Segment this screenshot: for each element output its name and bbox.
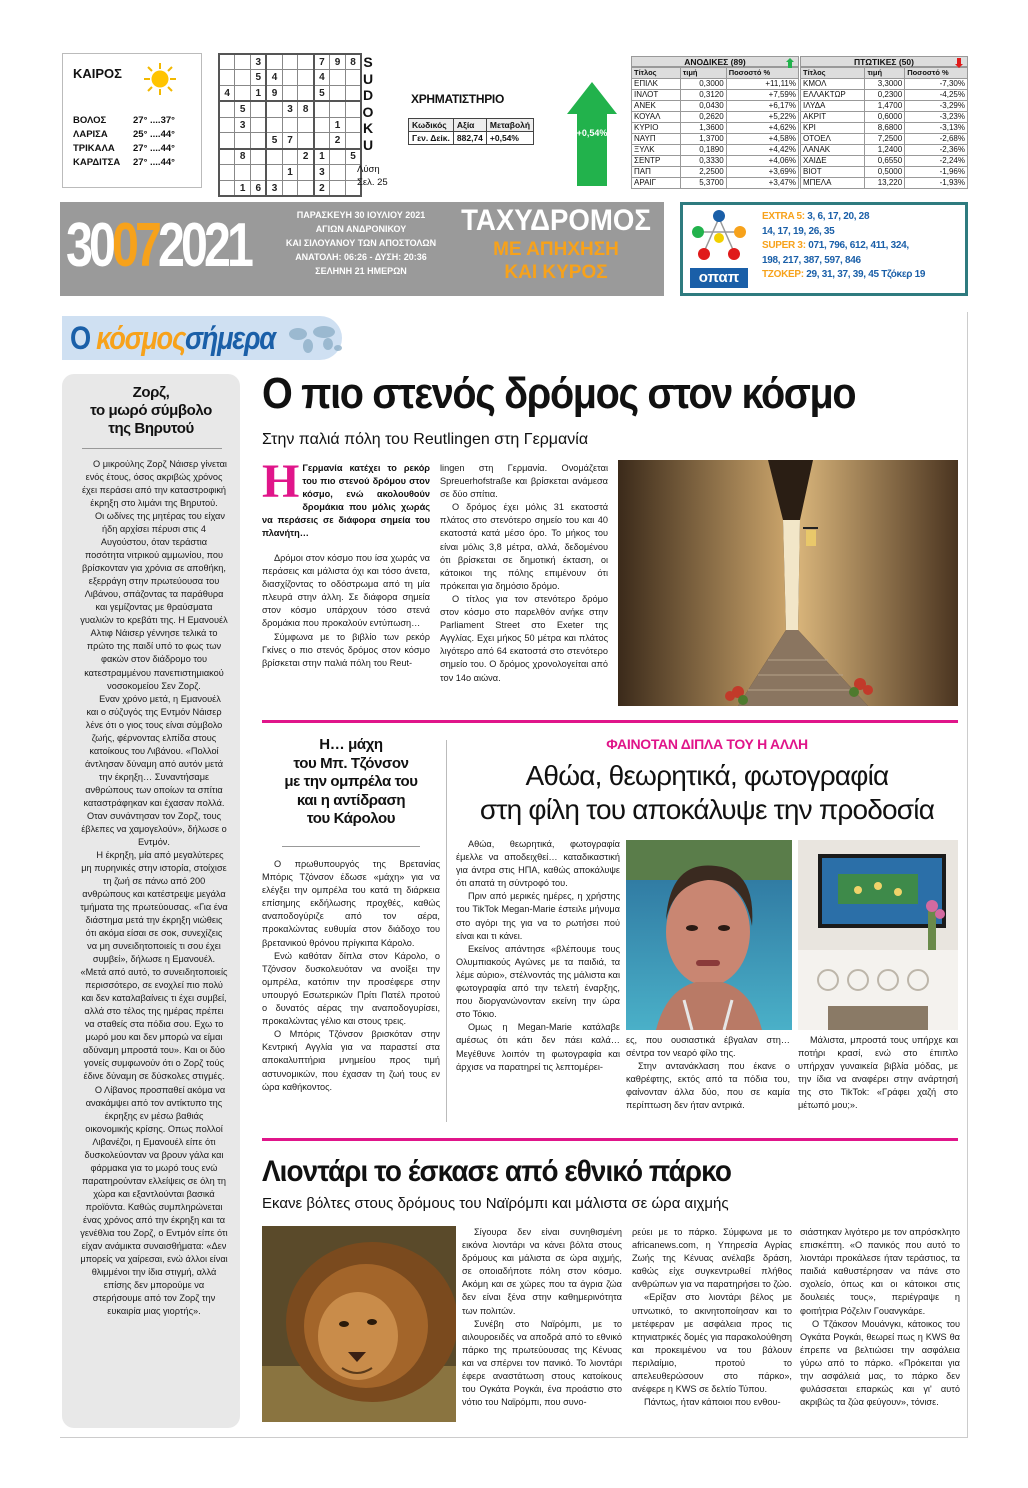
market-index-table: [408, 118, 534, 145]
sudoku-cell: 5: [314, 86, 330, 102]
losers-table-box: [800, 56, 968, 189]
sidebar-paragraph: Ο μικρούλης Ζορζ Νάισερ γίνεται ενός έτους, όσος ακριβώς χρόνος έχει περάσει από την καταστροφική έκρηξη στο λιμάνι της Βηρυτού.: [81, 459, 227, 509]
sudoku-cell: 1: [251, 86, 267, 102]
sidebar-paragraph: Εναν χρόνο μετά, η Εμανουέλ και ο σύζυγός της Εντμόν Νάισερ λένε ότι ο γιος τους είναι σύμβολο ζωής, φέρνοντας ελπίδα στους κατοίκους του Λιβάνου. «Πολλοί άντλησαν δύναμη από αυτόν μετά την έκρηξη… Συναντήσαμε ανθρώπους των οποίων τα σπίτια καταστράφηκαν και έχασαν πολλά. Οταν συνάντησαν τον Ζορζ, τους έβλεπες να χαμογελούν», δήλωσε ο Εντμόν.: [81, 693, 227, 847]
sudoku-cell: 2: [314, 180, 330, 196]
stock-name: ΞΥΛΚ: [632, 145, 681, 156]
opap-results: [762, 210, 925, 283]
stock-price: 13,220: [865, 178, 905, 189]
gainers-table-box: [631, 56, 799, 189]
joker-label: ΤΖΟΚΕΡ:: [762, 269, 804, 280]
opap-logo-icon: [690, 208, 748, 266]
up-arrow-icon: [786, 58, 794, 68]
opap-logo-text: οπαπ: [690, 268, 748, 288]
sudoku-cell: 3: [266, 180, 282, 196]
stock-change: +11,11%: [726, 79, 798, 90]
stock-name: ΛΑΝΑΚ: [801, 145, 865, 156]
sudoku-cell: [345, 101, 361, 117]
stock-name: ΕΠΙΛΚ: [632, 79, 681, 90]
sudoku-cell: 3: [282, 101, 298, 117]
lion-col2: [632, 1226, 792, 1409]
lion-paragraph: «Ερίξαν στο λιοντάρι βέλος με υπνωτικό, το ακινητοποίησαν και το μετέφεραν με ασφάλεια προς τις κτηνιατρικές δομές για παρακολούθηση και προκειμένου να του βάλουν περιλαίμιο, προτού το απελευθερώσουν στο πάρκο», ανέφερε η KWS σε δελτίο Τύπου.: [632, 1292, 792, 1395]
stock-price: 2,2500: [680, 167, 726, 178]
magenta-rule-1: [262, 720, 958, 723]
section-word-1: Ο: [70, 320, 90, 356]
sudoku-cell: [298, 86, 314, 102]
sudoku-cell: [298, 165, 314, 181]
masthead-sub2: ΚΑΙ ΚΥΡΟΣ: [504, 262, 608, 283]
sudoku-cell: 5: [345, 149, 361, 165]
tiktok-paragraph: Εκείνος απάντησε «βλέπουμε τους Ολυμπιακούς Αγώνες με τα παιδιά, τα λέμε αύριο», στέλνοντάς της μάλιστα και φωτογραφία από την τελετή έναρξης, που διοργανώνονταν εκείνη την ώρα στο Τόκιο.: [456, 943, 620, 1020]
sudoku-cell: [345, 133, 361, 149]
section-word-2: κόσμος: [96, 320, 186, 356]
stock-price: 0,2300: [865, 90, 905, 101]
stock-change: +3,69%: [726, 167, 798, 178]
sudoku-cell: [345, 86, 361, 102]
stock-price: 0,1890: [680, 145, 726, 156]
main-paragraph: lingen στη Γερμανία. Ονομάζεται Spreuerhofstraße και βρίσκεται ανάμεσα σε δύο σπίτια.: [440, 463, 608, 500]
sudoku-cell: [298, 117, 314, 133]
stock-change: +5,22%: [726, 112, 798, 123]
lion-paragraph: σιάστηκαν λιγότερο με τον απρόσκλητο επισκέπτη. «Ο πανικός που αυτό το λιοντάρι προκάλεσε ήταν τεράστιος, τα παιδιά καθυστέρησαν να πάνε στο σχολείο, όπως και οι κάτοικοι στις δουλειές τους», περιέγραψε η φοιτήτρια Ρόζελιν Γουανγκάρε.: [800, 1227, 960, 1316]
main-paragraph: Ο τίτλος για τον στενότερο δρόμο στον κόσμο στο παρελθόν ανήκε στην Parliament Street στο Exeter της Αγγλίας. Εχει μήκος 50 μέτρα και πλάτος λιγότερο από 64 εκατοστά στο στενότερο σημείο του. Ο δρόμος χρονολογείται από τον 14ο αιώνα.: [440, 593, 608, 683]
stock-change: -2,24%: [905, 156, 968, 167]
sudoku-cell: [219, 133, 235, 149]
sudoku-cell: 5: [266, 133, 282, 149]
date-line: ΑΓΙΩΝ ΑΝΔΡΟΝΙΚΟΥ: [315, 224, 407, 234]
stock-price: 8,6800: [865, 123, 905, 134]
sudoku-letter: S: [363, 54, 373, 70]
sidebar-title: [66, 384, 236, 438]
section-title: [70, 318, 275, 358]
stock-change: -2,68%: [905, 134, 968, 145]
sudoku-cell: 3: [235, 117, 251, 133]
tiktok-paragraph: Μάλιστα, μπροστά τους υπήρχε και ποτήρι κρασί, ενώ στο έπιπλο υπήρχαν γυναικεία βιβλία μόδας, με την ίδια να αναφέρει στην ανάρτησή της στο TikTok: «Γράφει χαζή στο μέτωπό μου;».: [798, 1035, 958, 1111]
stock-price: 1,2400: [865, 145, 905, 156]
main-paragraph: Δρόμοι στον κόσμο που ίσα χωράς να περάσεις και μάλιστα όχι και τόσο άνετα, διασχίζοντας το οδόστρωμα από τη μία πλευρά στην άλλη. Σε διάφορα σημεία στον κόσμο υπάρχουν τόσο στενά δρομάκια που προκαλούν εντύπωση…: [262, 553, 430, 629]
stock-price: 0,0430: [680, 101, 726, 112]
sudoku-cell: [235, 133, 251, 149]
stock-name: ΠΑΠ: [632, 167, 681, 178]
sudoku-cell: [219, 180, 235, 196]
stock-name: ΚΡΙ: [801, 123, 865, 134]
main-headline: Ο πιο στενός δρόμος στον κόσμο: [262, 369, 856, 418]
market-header: Αξία: [453, 119, 486, 132]
sudoku-cell: [298, 54, 314, 70]
table-header: τιμή: [680, 68, 726, 79]
main-col1: [262, 455, 430, 670]
boris-paragraph: Ο πρωθυπουργός της Βρετανίας Μπόρις Τζόνσον έδωσε «μάχη» για να ελέγξει την ομπρέλα του κατά τη διάρκεια επίσημης εκδήλωσης προχθές, καθώς αναποδογύριζε από τον αέρα, προκαλώντας ευθυμία στον διάδοχο του βρετανικού θρόνου πρίγκιπα Κάρολο.: [262, 859, 440, 948]
market-arrow-value: +0,54%: [576, 128, 608, 138]
sudoku-cell: [219, 149, 235, 165]
sudoku-cell: [266, 165, 282, 181]
table-header: Ποσοστό %: [905, 68, 968, 79]
stock-change: -1,93%: [905, 178, 968, 189]
lion-paragraph: ρεύει με το πάρκο. Σύμφωνα με το africanews.com, η Υπηρεσία Αγρίας Ζωής της Κένυας ανέλαβε δράση, καθώς είχε συγκεντρωθεί πλήθος ανθρώπων για να παρατηρήσει το ζώο.: [632, 1227, 792, 1290]
sidebar-paragraph: Οι ωδίνες της μητέρας του είχαν ήδη αρχίσει πέρυσι στις 4 Αυγούστου, όταν τεράστια ποσότητα νιτρικού αμμωνίου, που βρίσκονταν για χρόνια σε αποθήκη, εξερράγη στην πρωτεύουσα του Λιβάνου, σπάζοντας τα παράθυρα και γεμίζοντας με θραύσματα γυαλιών το κρεβάτι της. Η Εμανουέλ Αλτιφ Νάισερ γέννησε τελικά το πρώτο της παιδί υπό το φως των φακών στον διάδρομο του κατεστραμμένου πανεπιστημιακού νοσοκομείου Σεν Ζορζ.: [80, 511, 228, 691]
sudoku-cell: [235, 165, 251, 181]
sidebar-body: [80, 458, 228, 1318]
sudoku-puzzle: [218, 53, 362, 197]
sudoku-cell: [266, 101, 282, 117]
narrow-street-photo: [618, 460, 958, 706]
stock-price: 7,2500: [865, 134, 905, 145]
stock-price: 0,3120: [680, 90, 726, 101]
sudoku-cell: [219, 70, 235, 86]
sudoku-cell: 3: [251, 54, 267, 70]
boris-paragraph: Ενώ καθόταν δίπλα στον Κάρολο, ο Τζόνσον δυσκολευόταν να ανοίξει την ομπρέλα, κατόπιν την προσέφερε στην υπουργό Εσωτερικών Πρίτι Πατέλ προτού ο δυνατός αέρας την αναποδογυρίσει, προκαλώντας γέλιο και στους τρεις.: [262, 950, 440, 1027]
sudoku-cell: 2: [298, 149, 314, 165]
sudoku-cell: 2: [330, 133, 346, 149]
sudoku-cell: 4: [314, 70, 330, 86]
stock-price: 1,3600: [680, 123, 726, 134]
sudoku-letter: D: [362, 87, 374, 103]
stock-name: ΣΕΝΤΡ: [632, 156, 681, 167]
boris-title-line: του Κάρολου: [306, 810, 396, 827]
date-line: ΑΝΑΤΟΛΗ: 06:26 - ΔΥΣΗ: 20:36: [295, 252, 427, 262]
tiktok-headline-1: Αθώα, θεωρητικά, φωτογραφία: [525, 760, 889, 791]
lion-paragraph: Σίγουρα δεν είναι συνηθισμένη εικόνα λιοντάρι να κάνει βόλτα στους δρόμους και μάλιστα σε ώρα αιχμής, σε οποιαδήποτε πόλη στον κόσμο. Ακόμη και σε χώρες που τα άγρια ζώα δεν είναι ξένα στην καθημερινότητα των πολιτών.: [462, 1227, 622, 1316]
date-day: 30: [66, 211, 112, 280]
sudoku-cell: [314, 117, 330, 133]
market-header: Μεταβολή: [486, 119, 533, 132]
sudoku-cell: [282, 70, 298, 86]
weather-city: ΤΡΙΚΑΛΑ: [73, 143, 115, 154]
main-paragraph: Σύμφωνα με το βιβλίο των ρεκόρ Γκίνες ο πιο στενός δρόμος στον κόσμο βρίσκεται στην παλιά πόλη του Reut-: [262, 631, 430, 668]
weather-row: [73, 128, 198, 142]
sudoku-cell: 8: [298, 101, 314, 117]
boris-body: [262, 858, 440, 1094]
tiktok-paragraph: Πριν από μερικές ημέρες, η χρήστης του TikTok Megan-Marie έστειλε μήνυμα στο αγόρι της για να το ρωτήσει πού είναι και τι κάνει.: [456, 891, 620, 941]
stock-name: ΧΑΙΔΕ: [801, 156, 865, 167]
sudoku-cell: [330, 180, 346, 196]
sudoku-letter: K: [362, 120, 374, 136]
sudoku-cell: 1: [330, 117, 346, 133]
stock-name: ΟΤΟΕΛ: [801, 134, 865, 145]
magenta-rule-2: [262, 1138, 958, 1141]
main-col2: [440, 462, 608, 685]
extra5-numbers: 3, 6, 17, 20, 28: [807, 211, 870, 222]
sidebar-title-line: Ζορζ,: [132, 384, 170, 401]
sudoku-letter: O: [362, 103, 374, 120]
boris-title-line: του Μπ. Τζόνσον: [293, 754, 409, 772]
losers-table: [800, 67, 968, 189]
sudoku-cell: [298, 70, 314, 86]
sudoku-cell: 4: [266, 70, 282, 86]
stock-price: 3,3000: [865, 79, 905, 90]
sudoku-cell: [266, 117, 282, 133]
down-arrow-icon: [955, 58, 963, 68]
lion-photo: [262, 1226, 456, 1422]
stock-change: -2,36%: [905, 145, 968, 156]
living-room-tv-photo: [798, 840, 958, 1030]
lion-paragraph: Πάντως, ήταν κάποιοι που ενθου-: [644, 1397, 781, 1408]
sidebar-title-line: το μωρό σύμβολο: [90, 402, 212, 419]
lion-subtitle: Εκανε βόλτες στους δρόμους του Ναϊρόμπι και μάλιστα σε ώρα αιχμής: [262, 1195, 729, 1212]
date-big: [66, 204, 250, 288]
main-paragraph: Ο δρόμος έχει μόλις 31 εκατοστά πλάτος στο στενότερο σημείο του και 40 εκατοστά κατά μέσο όρο. Το μήκος του είναι μόλις 3,8 μέτρα, αλλά, δεδομένου ότι βρίσκεται σε δημοτική έκταση, οι κάτοικοι της πόλης επιμένουν ότι πρόκειται για δημόσιο δρόμο.: [440, 502, 608, 591]
masthead: [448, 204, 664, 284]
table-header: τιμή: [865, 68, 905, 79]
stock-name: ΑΚΡΙΤ: [801, 112, 865, 123]
stock-price: 0,6000: [865, 112, 905, 123]
weather-temp: 27° ....44°: [133, 157, 175, 168]
stock-change: -3,13%: [905, 123, 968, 134]
sun-icon: [143, 62, 177, 96]
sudoku-cell: [282, 54, 298, 70]
stock-price: 1,4700: [865, 101, 905, 112]
sudoku-cell: 9: [266, 86, 282, 102]
stock-name: ΝΑΥΠ: [632, 134, 681, 145]
date-month: 07: [111, 211, 158, 280]
sudoku-cell: [282, 117, 298, 133]
market-cell: +0,54%: [486, 132, 533, 145]
sudoku-cell: 6: [251, 180, 267, 196]
stock-change: -1,96%: [905, 167, 968, 178]
boris-paragraph: Ο Μπόρις Τζόνσον βρισκόταν στην Κεντρική Αγγλία για να παραστεί στα αποκαλυπτήρια μνημείου προς τιμή αστυνομικών, που έχασαν τη ζωή τους εν ώρα καθήκοντος.: [262, 1029, 440, 1092]
lion-paragraph: Συνέβη στο Ναϊρόμπι, με το αιλουροειδές να αποδρά από το εθνικό πάρκο της πρωτεύουσας της Κένυας και να σπέρνει τον πανικό. Το λιοντάρι έφερε αναστάτωση στους κατοίκους του Ογκάτα Ρογκάι, ένα προάστιο στο νότιο του Ναϊρόμπι, που συνο-: [462, 1318, 622, 1408]
vertical-divider: [446, 740, 447, 1122]
sudoku-vertical-label: [361, 54, 375, 153]
sudoku-cell: [266, 54, 282, 70]
main-subtitle: Στην παλιά πόλη του Reutlingen στη Γερμανία: [262, 431, 589, 448]
sudoku-letter: U: [362, 70, 374, 87]
stock-name: ΕΛΛΑΚΤΩΡ: [801, 90, 865, 101]
weather-city: ΚΑΡΔΙΤΣΑ: [73, 157, 121, 168]
tiktok-col3: [798, 1034, 958, 1113]
tiktok-col2: [626, 1034, 790, 1113]
sudoku-cell: 8: [345, 54, 361, 70]
sudoku-cell: [219, 117, 235, 133]
sudoku-cell: 5: [235, 101, 251, 117]
weather-temp: 27° ....37°: [133, 115, 175, 126]
sudoku-cell: [298, 133, 314, 149]
weather-box: [62, 53, 202, 188]
masthead-sub1: ΜΕ ΑΠΗΧΗΣΗ: [493, 239, 619, 260]
sudoku-solution-label: Λύση: [357, 164, 380, 175]
super3-numbers-2: 198, 217, 387, 597, 846: [762, 254, 861, 266]
sudoku-cell: [282, 180, 298, 196]
weather-row: [73, 114, 198, 128]
stock-name: ΚΥΡΙΟ: [632, 123, 681, 134]
stock-change: -3,29%: [905, 101, 968, 112]
boris-headline: [262, 736, 440, 829]
dropcap: Η: [262, 455, 300, 508]
boris-title-line: και η αντίδραση: [296, 791, 406, 809]
market-header: Κωδικός: [409, 119, 454, 132]
stock-change: -7,30%: [905, 79, 968, 90]
lion-col3: [800, 1226, 960, 1409]
sudoku-cell: [345, 117, 361, 133]
date-details: [278, 208, 444, 278]
stock-change: -4,25%: [905, 90, 968, 101]
sudoku-cell: 1: [235, 180, 251, 196]
stock-name: ΙΛΥΔΑ: [801, 101, 865, 112]
weather-row: [73, 142, 198, 156]
sudoku-cell: 1: [282, 165, 298, 181]
table-header: Τίτλος: [801, 68, 865, 79]
tiktok-paragraph: Στην αντανάκλαση που έκανε ο καθρέφτης, εκτός από τα πόδια του, φαίνονταν άλλα δύο, που σε καμία περίπτωση δεν ήταν αντρικά.: [626, 1061, 790, 1111]
sidebar-paragraph: Η έκρηξη, μία από μεγαλύτερες μη πυρηνικές στην ιστορία, στοίχισε τη ζωή σε πάνω από 200 ανθρώπους και κατέστρεψε μεγάλα τμήματα της πρωτεύουσας. «Για ένα διάστημα μετά την έκρηξη νιώθεις ότι ακόμα είσαι σε σοκ, συνεχίζεις να μη συνειδητοποιείς τι σου έχει συμβεί», δήλωσε η Εμανουέλ. «Μετά από αυτό, το συνειδητοποιείς περισσότερο, σε ενοχλεί πιο πολύ και δεν καταλαβαίνεις τι έχει συμβεί, αλλά στο τέλος της ημέρας πρέπει να σταθείς στα πόδια σου. Εχω το μωρό μου και δεν μπορώ να είμαι αδύναμη μπροστά του». Και οι δύο γονείς συμφωνούν ότι ο Ζορζ τούς έδινε δύναμη σε δύσκολες στιγμές.: [80, 849, 228, 1082]
lion-paragraph: Ο Τζάκσον Μουάνγκι, κάτοικος του Ογκάτα Ρογκάι, θεωρεί πως η KWS θα έπρεπε να βελτιώσει την ασφάλεια γύρω από το πάρκο. «Πρόκειται για την ασφάλειά μας, το πάρκο δεν φυλάσσεται επαρκώς και γι' αυτό ακριβώς τα ζώα φεύγουν», τόνισε.: [800, 1318, 960, 1408]
sudoku-cell: [266, 149, 282, 165]
stock-change: +4,62%: [726, 123, 798, 134]
date-year: 2021: [157, 211, 250, 280]
sudoku-cell: [219, 54, 235, 70]
sudoku-cell: [330, 86, 346, 102]
sudoku-letter: U: [362, 136, 374, 153]
weather-city: ΛΑΡΙΣΑ: [73, 129, 108, 140]
lion-headline: Λιοντάρι το έσκασε από εθνικό πάρκο: [262, 1155, 731, 1188]
tiktok-paragraph: Αθώα, θεωρητικά, φωτογραφία έμελλε να αποδειχθεί… καταδικαστική για άντρα στις ΗΠΑ, καθώς αποκάλυψε ότι απατά τη σύντροφό του.: [456, 839, 620, 889]
sudoku-cell: [282, 149, 298, 165]
sudoku-cell: [298, 180, 314, 196]
gainers-title: ΑΝΟΔΙΚΕΣ (89): [684, 57, 746, 67]
stock-price: 0,2620: [680, 112, 726, 123]
stock-name: ΚΟΥΑΛ: [632, 112, 681, 123]
joker-numbers: 29, 31, 37, 39, 45 Τζόκερ 19: [806, 269, 926, 280]
market-cell: 882,74: [453, 132, 486, 145]
extra5-numbers-2: 14, 17, 19, 26, 35: [762, 225, 835, 237]
masthead-name: ΤΑΧΥΔΡΟΜΟΣ: [461, 204, 651, 237]
weather-row: [73, 156, 198, 170]
stock-name: ΜΠΕΛΑ: [801, 178, 865, 189]
super3-numbers: 071, 796, 612, 411, 324,: [808, 240, 909, 251]
tiktok-headline-2: στη φίλη του αποκάλυψε την προδοσία: [479, 794, 935, 825]
sudoku-cell: [251, 117, 267, 133]
table-header: Ποσοστό %: [726, 68, 798, 79]
tiktok-paragraph: ες, που ουσιαστικά έβγαλαν στη… σέντρα τον νεαρό φίλο της.: [626, 1035, 790, 1059]
sudoku-cell: 7: [314, 54, 330, 70]
sudoku-cell: [251, 133, 267, 149]
sudoku-cell: [330, 70, 346, 86]
sudoku-cell: 1: [314, 149, 330, 165]
weather-city: ΒΟΛΟΣ: [73, 115, 107, 126]
stock-change: -3,23%: [905, 112, 968, 123]
stock-name: ΒΙΟΤ: [801, 167, 865, 178]
stock-name: ΑΝΕΚ: [632, 101, 681, 112]
stock-change: +4,58%: [726, 134, 798, 145]
sidebar-title-line: της Βηρυτού: [108, 420, 194, 437]
sudoku-cell: [314, 133, 330, 149]
stock-price: 0,5000: [865, 167, 905, 178]
sudoku-cell: 9: [330, 54, 346, 70]
stock-name: ΙΝΛΟΤ: [632, 90, 681, 101]
world-map-icon: [286, 320, 346, 356]
stock-price: 0,3000: [680, 79, 726, 90]
stock-price: 0,6550: [865, 156, 905, 167]
sidebar-rule: [82, 448, 222, 449]
date-line: ΚΑΙ ΣΙΛΟΥΑΝΟΥ ΤΩΝ ΑΠΟΣΤΟΛΩΝ: [285, 238, 437, 248]
stock-price: 0,3330: [680, 156, 726, 167]
lion-col1: [462, 1226, 622, 1409]
gainers-table: [631, 67, 799, 189]
sudoku-cell: [282, 86, 298, 102]
sudoku-grid: [218, 53, 362, 197]
section-word-3: σήμερα: [185, 320, 275, 356]
boris-rule: [282, 846, 420, 847]
stock-change: +3,47%: [726, 178, 798, 189]
stock-change: +7,59%: [726, 90, 798, 101]
stock-change: +4,06%: [726, 156, 798, 167]
sudoku-cell: [219, 101, 235, 117]
tiktok-kicker: ΦΑΙΝΟΤΑΝ ΔΙΠΛΑ ΤΟΥ Η ΑΛΛΗ: [606, 736, 808, 752]
tiktok-col1: [456, 838, 620, 1074]
date-line: ΣΕΛΗΝΗ 21 ΗΜΕΡΩΝ: [315, 266, 407, 276]
sudoku-cell: [251, 101, 267, 117]
table-header: Τίτλος: [632, 68, 681, 79]
weather-temp: 27° ....44°: [133, 143, 175, 154]
sudoku-cell: [330, 101, 346, 117]
sudoku-cell: 4: [219, 86, 235, 102]
sudoku-cell: [330, 149, 346, 165]
date-line: ΠΑΡΑΣΚΕΥΗ 30 ΙΟΥΛΙΟΥ 2021: [296, 210, 426, 220]
market-cell: Γεν. Δείκ.: [409, 132, 454, 145]
main-lead: Γερμανία κατέχει το ρεκόρ του πιο στενού δρόμου στον κόσμο, ενώ ακολουθούν δρομάκια που μόλις χωράς να περάσεις σε διάφορα σημεία του πλανήτη…: [262, 463, 430, 538]
weather-temp: 25° ....44°: [133, 129, 175, 140]
sudoku-cell: 3: [314, 165, 330, 181]
sudoku-cell: 5: [251, 70, 267, 86]
sudoku-cell: 8: [235, 149, 251, 165]
sudoku-cell: [251, 149, 267, 165]
sudoku-cell: [251, 165, 267, 181]
sudoku-cell: [235, 54, 251, 70]
market-title: ΧΡΗΜΑΤΙΣΤΗΡΙΟ: [411, 92, 504, 106]
sudoku-cell: [219, 165, 235, 181]
tiktok-paragraph: Ομως η Megan-Marie κατάλαβε αμέσως ότι κάτι δεν πάει καλά… Μεγέθυνε λοιπόν τη φωτογραφία και άρχισε να παρατηρεί τις λεπτομέρει-: [456, 1022, 620, 1072]
stock-name: ΚΜΟΛ: [801, 79, 865, 90]
losers-title: ΠΤΩΤΙΚΕΣ (50): [854, 57, 914, 67]
sudoku-cell: [235, 70, 251, 86]
boris-title-line: Η… μάχη: [319, 736, 383, 753]
sudoku-cell: [330, 165, 346, 181]
sudoku-cell: [314, 101, 330, 117]
stock-change: +4,42%: [726, 145, 798, 156]
stock-price: 5,3700: [680, 178, 726, 189]
sudoku-cell: [345, 70, 361, 86]
super3-label: SUPER 3:: [762, 240, 806, 251]
stock-name: ΑΡΑΙΓ: [632, 178, 681, 189]
sidebar-paragraph: Ο Λίβανος προσπαθεί ακόμα να ανακάμψει από τον αντίκτυπο της έκρηξης εν μέσω βαθιάς οικονομικής κρίσης. Οπως πολλοί Λιβανέζοι, η Εμανουέλ είπε ότι δυσκολεύονταν να βρουν γάλα και φάρμακα για το μωρό τους ενώ παρατηρούνταν ελλείψεις σε όλη τη χώρα και εξαντλούνται βασικά προϊόντα. Καθώς συμπληρώνεται ένας χρόνος από την έκρηξη και τα γενέθλια του Ζορζ, ο Εντμόν είπε ότι είχαν ανάμικτα συναισθήματα: «Δεν μπορείς να χαίρεσαι, ενώ άλλοι είναι θλιμμένοι την ίδια στιγμή, αλλά επίσης δεν μπορούμε να στερήσουμε από τον Ζορζ την ευκαιρία μιας γιορτής».: [80, 1084, 228, 1317]
sudoku-cell: 7: [282, 133, 298, 149]
stock-price: 1,3700: [680, 134, 726, 145]
megan-marie-photo: [626, 840, 792, 1030]
sudoku-solution-page: Σελ. 25: [357, 177, 388, 188]
weather-title: ΚΑΙΡΟΣ: [73, 66, 122, 81]
boris-title-line: με την ομπρέλα του: [284, 773, 418, 790]
extra5-label: EXTRA 5:: [762, 211, 805, 222]
sudoku-cell: [235, 86, 251, 102]
stock-change: +6,17%: [726, 101, 798, 112]
